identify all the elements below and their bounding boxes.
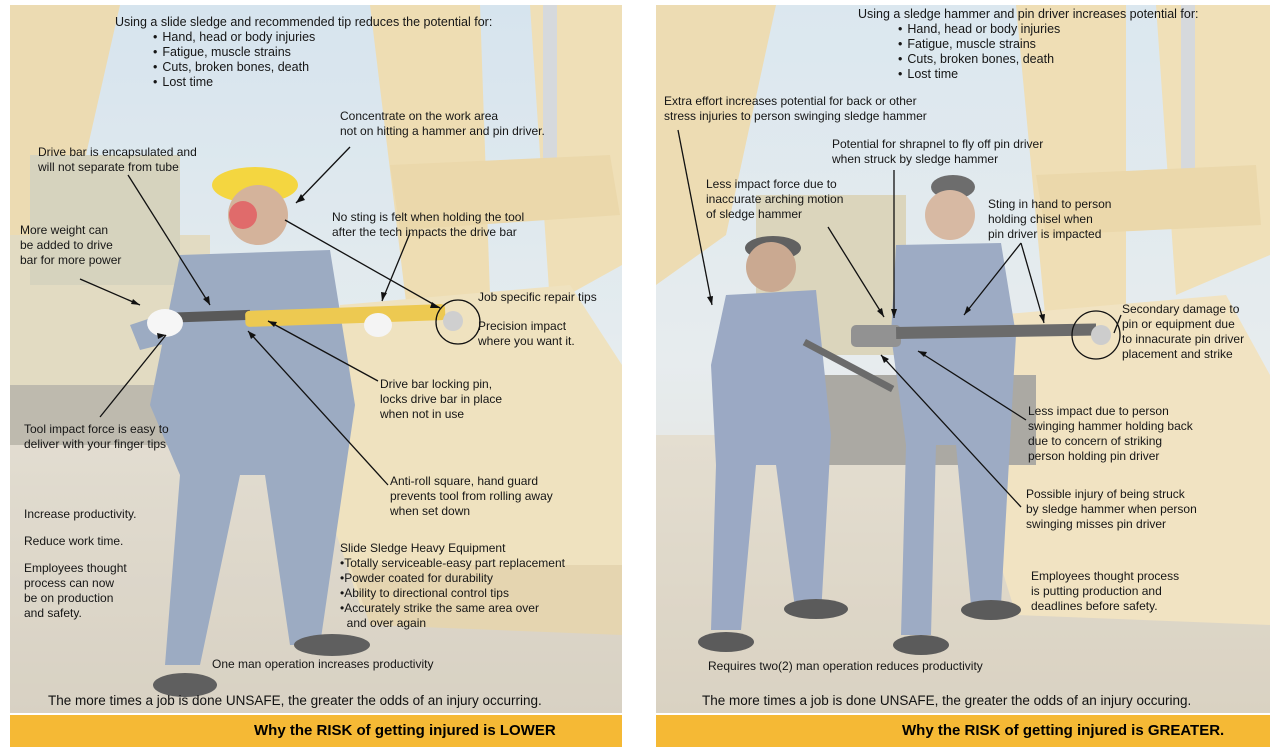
- callout-line: of sledge hammer: [706, 207, 803, 221]
- callout-line: locks drive bar in place: [380, 392, 503, 406]
- callout-anti-roll: [390, 474, 553, 519]
- product-title: Slide Sledge Heavy Equipment: [340, 541, 506, 555]
- right-panel: [656, 5, 1270, 747]
- callout-locking-pin: [380, 377, 502, 422]
- callout-line: Employees thought process: [1031, 569, 1180, 583]
- callout-line: due to concern of striking: [1028, 434, 1163, 448]
- callout-line: when struck by sledge hammer: [832, 152, 999, 166]
- callout-line: Extra effort increases potential for back or other: [664, 94, 917, 108]
- one-man-note: One man operation increases productivity: [212, 657, 434, 671]
- callout-line: Drive bar locking pin,: [380, 377, 493, 391]
- callout-line: where you want it.: [478, 334, 575, 348]
- list-item: • Fatigue, muscle strains: [153, 45, 492, 60]
- list-item: • Cuts, broken bones, death: [153, 60, 492, 75]
- callout-line: when set down: [390, 504, 471, 518]
- callout-shrapnel: [832, 137, 1043, 167]
- callout-line: Possible injury of being struck: [1026, 487, 1185, 501]
- left-banner-text: Why the RISK of getting injured is LOWER: [254, 722, 556, 739]
- callout-drive-bar: [38, 145, 197, 175]
- callout-struck: [1026, 487, 1197, 532]
- list-item: • Cuts, broken bones, death: [898, 52, 1198, 67]
- benefit-productivity: Increase productivity.: [24, 507, 137, 521]
- right-banner-text: Why the RISK of getting injured is GREATER.: [902, 722, 1225, 739]
- callout-concentrate: [340, 109, 545, 139]
- callout-employees: [1031, 569, 1179, 614]
- left-panel: [10, 5, 622, 747]
- benefit-employees-line: process can now: [24, 576, 115, 590]
- left-banner: [10, 715, 622, 747]
- callout-line: prevents tool from rolling away: [390, 489, 553, 503]
- callout-line: is putting production and: [1031, 584, 1162, 598]
- list-item: • Lost time: [153, 75, 492, 90]
- list-item: • Lost time: [898, 67, 1198, 82]
- callout-less-impact: [1028, 404, 1193, 464]
- callout-no-sting: [332, 210, 524, 240]
- callout-more-weight: [20, 223, 121, 268]
- callout-line: Drive bar is encapsulated and: [38, 145, 197, 159]
- callout-line: deadlines before safety.: [1031, 599, 1158, 613]
- callout-line: Anti-roll square, hand guard: [390, 474, 539, 488]
- benefit-work-time: Reduce work time.: [24, 534, 124, 548]
- callout-line: to innacurate pin driver: [1122, 332, 1245, 346]
- feature-list: [340, 556, 565, 616]
- left-intro: [115, 15, 492, 90]
- callout-line: by sledge hammer when person: [1026, 502, 1197, 516]
- benefit-employees-line: and safety.: [24, 606, 82, 620]
- list-item: • Powder coated for durability: [340, 571, 565, 586]
- two-man-note: Requires two(2) man operation reduces productivity: [708, 659, 983, 673]
- left-benefits: [24, 507, 137, 621]
- callout-line: pin driver is impacted: [988, 227, 1102, 241]
- callout-impact-force: [24, 422, 169, 452]
- callout-line: pin or equipment due: [1122, 317, 1235, 331]
- callout-line: Potential for shrapnel to fly off pin driver: [832, 137, 1044, 151]
- callout-line: swinging hammer holding back: [1028, 419, 1193, 433]
- callout-line: bar for more power: [20, 253, 122, 267]
- callout-line: Tool impact force is easy to: [24, 422, 169, 436]
- callout-line: person holding pin driver: [1028, 449, 1160, 463]
- benefit-employees-line: Employees thought: [24, 561, 127, 575]
- right-intro: [858, 7, 1198, 82]
- callout-less-force: [706, 177, 843, 222]
- callout-secondary: [1122, 302, 1244, 362]
- callout-line: Secondary damage to: [1122, 302, 1240, 316]
- callout-line: Concentrate on the work area: [340, 109, 499, 123]
- left-intro-title: Using a slide sledge and recommended tip reduces the potential for:: [115, 15, 493, 29]
- right-footer: The more times a job is done UNSAFE, the greater the odds of an injury occuring.: [702, 693, 1192, 708]
- callout-line: when not in use: [380, 407, 465, 421]
- callout-line: placement and strike: [1122, 347, 1233, 361]
- list-item: • Hand, head or body injuries: [898, 22, 1198, 37]
- list-item: • Ability to directional control tips: [340, 586, 565, 601]
- callout-line: holding chisel when: [988, 212, 1093, 226]
- callout-line: More weight can: [20, 223, 109, 237]
- callout-extra-effort: [664, 94, 927, 124]
- right-intro-bullets: [898, 22, 1198, 82]
- callout-line: Less impact force due to: [706, 177, 837, 191]
- left-footer: The more times a job is done UNSAFE, the greater the odds of an injury occurring.: [48, 693, 542, 708]
- list-item: • Accurately strike the same area over: [340, 601, 565, 616]
- callout-line: No sting is felt when holding the tool: [332, 210, 525, 224]
- callout-precision: [478, 319, 575, 349]
- callout-line: stress injuries to person swinging sledge hammer: [664, 109, 927, 123]
- product-features: [340, 541, 565, 631]
- callout-line: Precision impact: [478, 319, 567, 333]
- callout-line: be added to drive: [20, 238, 113, 252]
- list-item: • Hand, head or body injuries: [153, 30, 492, 45]
- right-intro-title: Using a sledge hammer and pin driver increases potential for:: [858, 7, 1199, 21]
- callout-line: after the tech impacts the drive bar: [332, 225, 517, 239]
- benefit-employees-line: be on production: [24, 591, 114, 605]
- feature-continuation: and over again: [340, 616, 427, 630]
- right-banner: [656, 715, 1270, 747]
- callout-line: Sting in hand to person: [988, 197, 1112, 211]
- callout-line: will not separate from tube: [38, 160, 179, 174]
- list-item: • Fatigue, muscle strains: [898, 37, 1198, 52]
- callout-line: deliver with your finger tips: [24, 437, 167, 451]
- callout-line: swinging misses pin driver: [1026, 517, 1167, 531]
- callout-job-tips: Job specific repair tips: [478, 290, 597, 304]
- callout-sting: [988, 197, 1111, 242]
- callout-line: inaccurate arching motion: [706, 192, 844, 206]
- callout-line: Less impact due to person: [1028, 404, 1169, 418]
- left-intro-bullets: [153, 30, 492, 90]
- callout-line: not on hitting a hammer and pin driver.: [340, 124, 545, 138]
- list-item: • Totally serviceable-easy part replacement: [340, 556, 565, 571]
